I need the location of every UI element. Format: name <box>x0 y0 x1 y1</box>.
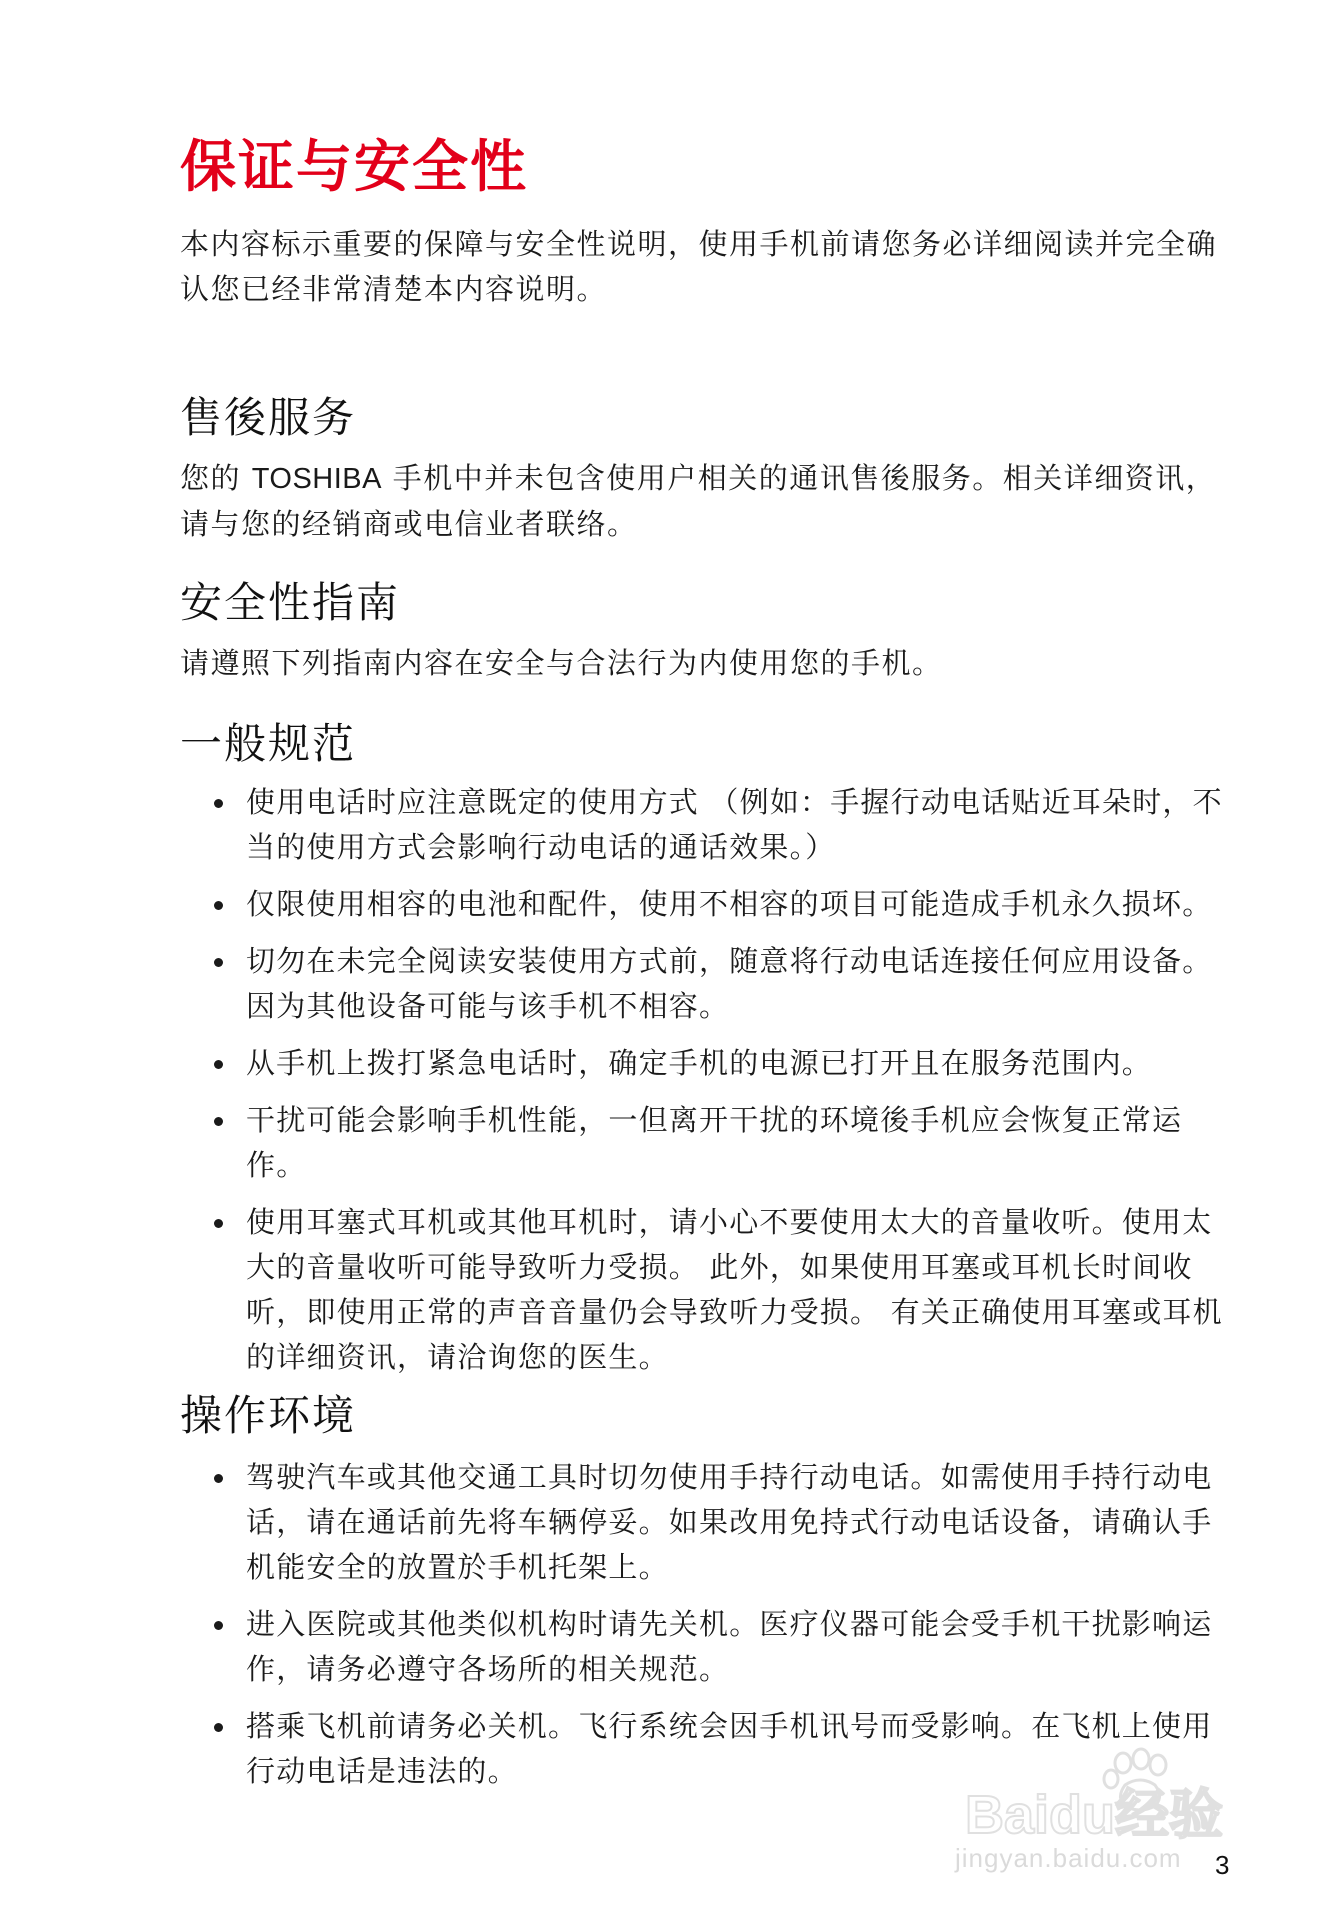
after-sales-paragraph <box>180 456 1220 547</box>
list-item-text: 进入医院或其他类似机构时请先关机。医疗仪器可能会受手机干扰影响运作，请务必遵守各场所的相关规范。 <box>246 1607 1213 1686</box>
after-sales-heading: 售後服务 <box>180 393 357 442</box>
page-title: 保证与安全性 <box>180 135 528 200</box>
list-item-text: 驾驶汽车或其他交通工具时切勿使用手持行动电话。如需使用手持行动电话，请在通话前先将车辆停妥。如果改用免持式行动电话设备，请确认手机能安全的放置於手机托架上。 <box>246 1460 1213 1584</box>
bullet-dot <box>214 1621 223 1630</box>
list-item <box>180 780 1230 870</box>
after-sales-text-before: 您的 <box>180 461 252 495</box>
after-sales-text-after: 手机中并未包含使用户相关的通讯售後服务。相关详细资讯，请与您的经销商或电信业者联络。 <box>180 461 1217 541</box>
list-item-text: 搭乘飞机前请务必关机。飞行系统会因手机讯号而受影响。在飞机上使用行动电话是违法的。 <box>246 1709 1213 1788</box>
list-item-text: 仅限使用相容的电池和配件，使用不相容的项目可能造成手机永久损坏。 <box>246 887 1213 921</box>
list-item <box>180 939 1230 1029</box>
list-item <box>180 1455 1230 1590</box>
list-item-text: 切勿在未完全阅读安装使用方式前，随意将行动电话连接任何应用设备。因为其他设备可能与该手机不相容。 <box>246 944 1213 1023</box>
baidu-paw-logo-icon <box>955 1745 1275 1845</box>
bullet-dot <box>214 1474 223 1483</box>
list-item-text: 干扰可能会影响手机性能，一但离开干扰的环境後手机应会恢复正常运作。 <box>246 1103 1183 1182</box>
list-item-text: 使用电话时应注意既定的使用方式 （例如：手握行动电话贴近耳朵时，不当的使用方式会影响行动电话的通话效果。） <box>246 785 1223 864</box>
environment-heading: 操作环境 <box>180 1391 357 1440</box>
safety-guide-heading: 安全性指南 <box>180 578 401 627</box>
general-list <box>180 780 1230 1392</box>
list-item <box>180 882 1230 927</box>
bullet-dot <box>214 1060 223 1069</box>
brand-name: TOSHIBA <box>251 463 382 495</box>
bullet-dot <box>214 1117 223 1126</box>
list-item <box>180 1041 1230 1086</box>
bullet-dot <box>214 958 223 967</box>
bullet-dot <box>214 1723 223 1732</box>
watermark-url: jingyan.baidu.com <box>955 1843 1182 1873</box>
bullet-dot <box>214 1219 223 1228</box>
list-item <box>180 1602 1230 1692</box>
list-item <box>180 1200 1230 1380</box>
bullet-dot <box>214 799 223 808</box>
safety-guide-paragraph: 请遵照下列指南内容在安全与合法行为内使用您的手机。 <box>180 646 943 680</box>
general-heading: 一般规范 <box>180 719 357 768</box>
list-item-text: 从手机上拨打紧急电话时，确定手机的电源已打开且在服务范围内。 <box>246 1046 1153 1080</box>
watermark-logo-text: Baidu经验 <box>965 1785 1224 1845</box>
page-number: 3 <box>1215 1850 1230 1880</box>
list-item <box>180 1098 1230 1188</box>
list-item-text: 使用耳塞式耳机或其他耳机时，请小心不要使用太大的音量收听。使用太大的音量收听可能导致听力受损。 此外，如果使用耳塞或耳机长时间收听，即使用正常的声音音量仍会导致听力受损。 有关正确使用耳塞或耳机的详细资讯，请洽询您的医生。 <box>246 1205 1223 1374</box>
bullet-dot <box>214 901 223 910</box>
intro-paragraph: 本内容标示重要的保障与安全性说明，使用手机前请您务必详细阅读并完全确认您已经非常清楚本内容说明。 <box>180 227 1218 306</box>
